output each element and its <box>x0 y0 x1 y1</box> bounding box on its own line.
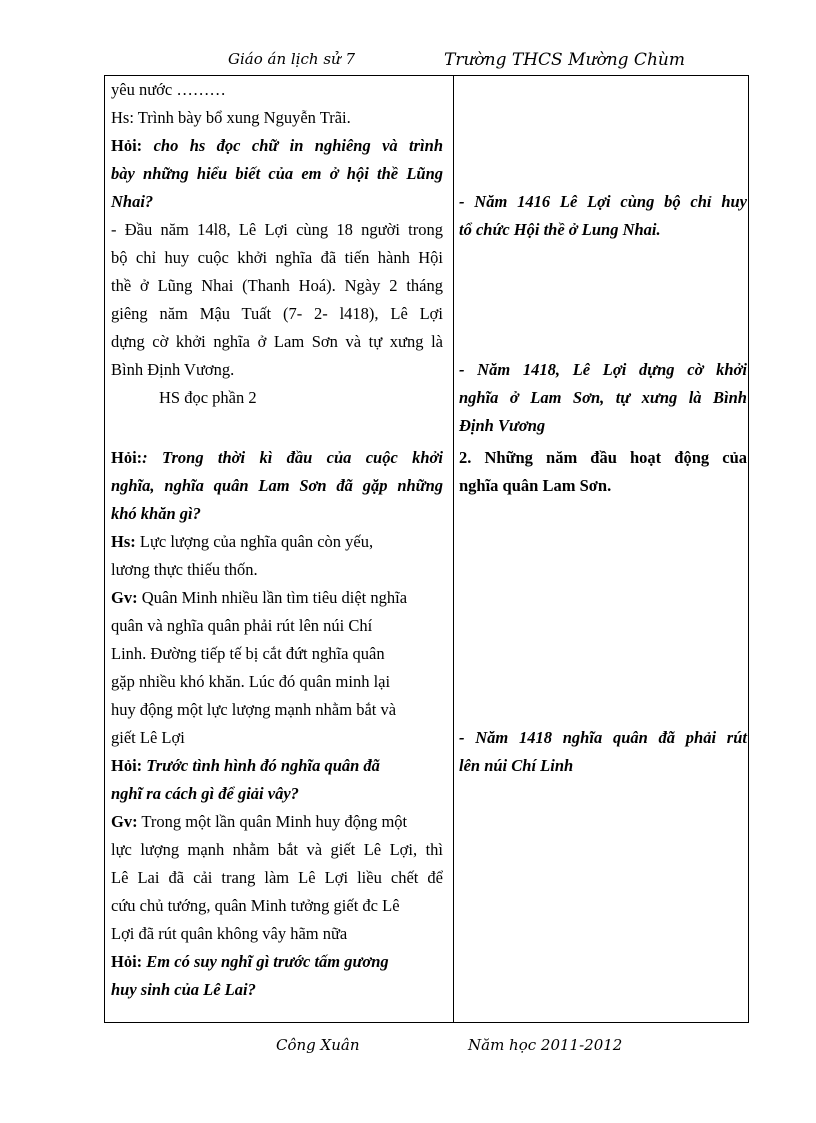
lesson-table <box>104 75 749 1023</box>
left-line: yêu nước ……… <box>111 80 226 99</box>
label: Gv: <box>111 812 138 831</box>
left-question <box>111 448 443 468</box>
left-line: nghĩa, nghĩa quân Lam Sơn đã gặp những <box>111 476 443 495</box>
label: Hỏi: <box>111 756 143 775</box>
left-line: gặp nhiều khó khăn. Lúc đó quân minh lại <box>111 672 391 691</box>
left-line: Lợi đã rút quân không vây hãm nữa <box>111 924 348 943</box>
right-line: - Năm 1416 Lê Lợi cùng bộ chỉ huy <box>459 192 747 211</box>
left-line: nghĩ ra cách gì để giải vây? <box>111 784 299 803</box>
section-heading-cont: nghĩa quân Lam Sơn. <box>459 476 612 495</box>
right-line: nghĩa ở Lam Sơn, tự xưng là Bình <box>459 388 747 407</box>
question-text: cho hs đọc chữ in nghiêng và trình <box>153 136 443 155</box>
question-text: Em có suy nghĩ gì trước tấm gương <box>142 952 389 971</box>
question-text: : Trong thời kì đầu của cuộc khởi <box>142 448 443 467</box>
label: Gv: <box>111 588 138 607</box>
section-heading: 2. Những năm đầu hoạt động của <box>459 448 747 467</box>
left-line: lương thực thiếu thốn. <box>111 560 258 579</box>
left-line: HS đọc phần 2 <box>159 388 257 407</box>
left-line: lực lượng mạnh nhằm bắt và giết Lê Lợi, thì <box>111 840 443 859</box>
column-divider <box>453 76 454 1022</box>
right-line: tổ chức Hội thề ở Lung Nhai. <box>459 220 661 239</box>
left-line: thề ở Lũng Nhai (Thanh Hoá). Ngày 2 tháng <box>111 276 443 295</box>
label: Hỏi: <box>111 136 143 155</box>
header-subject: Giáo án lịch sử 7 <box>228 50 355 68</box>
left-line: cứu chủ tướng, quân Minh tưởng giết đc Lê <box>111 896 400 915</box>
left-line: giết Lê Lợi <box>111 728 185 747</box>
label: Hs: <box>111 532 136 551</box>
left-question <box>111 756 443 776</box>
label: Hỏi: <box>111 448 143 467</box>
left-line: Hs: Trình bày bổ xung Nguyễn Trãi. <box>111 108 351 127</box>
left-line: Lê Lai đã cải trang làm Lê Lợi liều chết để <box>111 868 443 887</box>
left-line: Bình Định Vương. <box>111 360 235 379</box>
right-line: Định Vương <box>459 416 546 435</box>
left-line: bộ chỉ huy cuộc khởi nghĩa đã tiến hành Hội <box>111 248 443 267</box>
left-line: Linh. Đường tiếp tế bị cắt đứt nghĩa quân <box>111 644 385 663</box>
answer-text: Quân Minh nhiều lần tìm tiêu diệt nghĩa <box>137 588 408 607</box>
left-line: dựng cờ khởi nghĩa ở Lam Sơn và tự xưng là <box>111 332 443 351</box>
header-school: Trường THCS Mường Chùm <box>444 50 685 70</box>
left-question <box>111 952 443 972</box>
left-line: quân và nghĩa quân phải rút lên núi Chí <box>111 616 373 635</box>
left-line: huy động một lực lượng mạnh nhằm bắt và <box>111 700 397 719</box>
left-line: khó khăn gì? <box>111 504 201 523</box>
left-line: giêng năm Mậu Tuất (7- 2- l418), Lê Lợi <box>111 304 443 323</box>
left-line: bày những hiểu biết của em ở hội thề Lũng <box>111 164 443 183</box>
right-line: - Năm 1418, Lê Lợi dựng cờ khởi <box>459 360 747 379</box>
label: Hỏi: <box>111 952 143 971</box>
left-line: - Đầu năm 14l8, Lê Lợi cùng 18 người trong <box>111 220 443 239</box>
answer-text: Trong một lần quân Minh huy động một <box>137 812 408 831</box>
right-line: - Năm 1418 nghĩa quân đã phải rút <box>459 728 747 747</box>
right-line: lên núi Chí Linh <box>459 756 574 775</box>
left-line: huy sinh của Lê Lai? <box>111 980 256 999</box>
left-line: Nhai? <box>111 192 154 211</box>
question-text: Trước tình hình đó nghĩa quân đã <box>142 756 380 775</box>
left-answer <box>111 588 443 608</box>
left-answer <box>111 532 443 552</box>
footer-school-year: Năm học 2011-2012 <box>468 1036 623 1054</box>
answer-text: Lực lượng của nghĩa quân còn yếu, <box>135 532 374 551</box>
left-answer <box>111 812 443 832</box>
footer-author: Công Xuân <box>276 1036 360 1054</box>
left-question <box>111 136 443 156</box>
